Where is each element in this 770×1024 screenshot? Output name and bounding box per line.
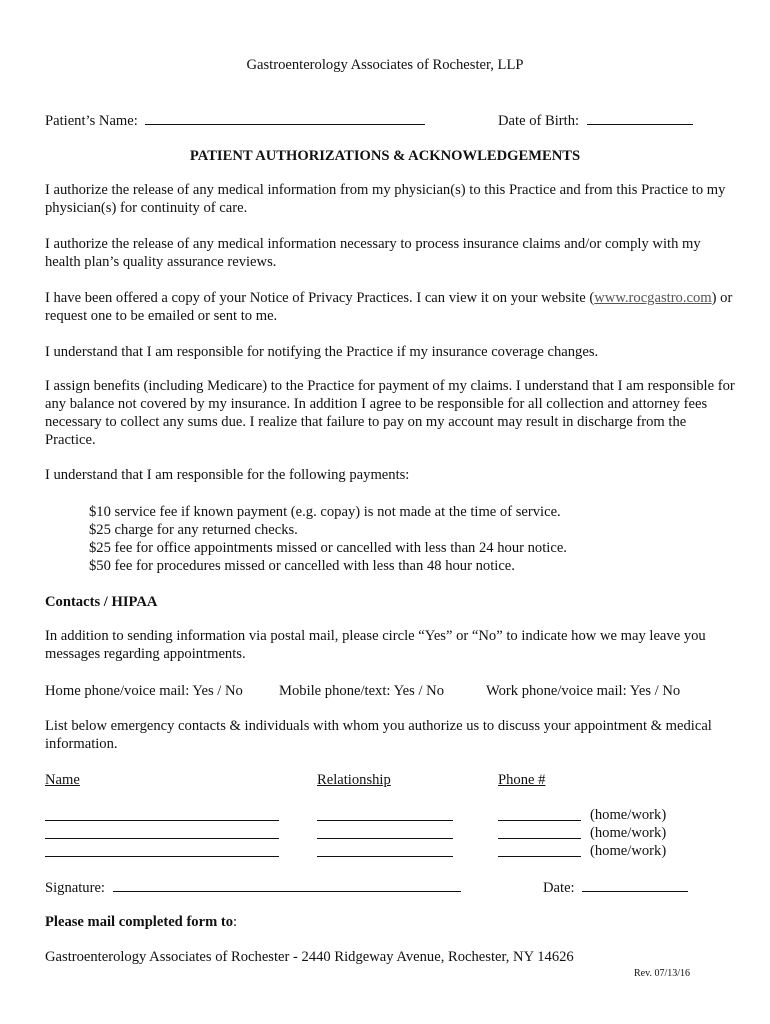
patient-name-row — [45, 110, 425, 130]
authorization-paragraph-2: I authorize the release of any medical information necessary to process insurance claims and/or comply with my health plan’s quality assurance reviews. — [45, 236, 701, 270]
date-field[interactable] — [582, 877, 688, 892]
payments-intro: I understand that I am responsible for the following payments: — [45, 467, 410, 483]
mail-heading — [45, 913, 237, 931]
contact-phone-field[interactable] — [498, 824, 581, 839]
assign-benefits-paragraph: I assign benefits (including Medicare) to the Practice for payment of my claims. I understand that I am responsible for any balance not covered by my insurance. In addition I agree to be responsible for all collection and attorney fees necessary to collect any sums due. I realize that failure to pay on my account may result in discharge from the Practice. — [45, 378, 735, 448]
emergency-contacts-intro: List below emergency contacts & individuals with whom you authorize us to discuss your appointment & medical information. — [45, 718, 712, 752]
home-work-label: (home/work) — [590, 807, 667, 823]
contact-phone-field[interactable] — [498, 806, 581, 821]
revision-label: Rev. 07/13/16 — [634, 968, 691, 979]
signature-label: Signature: — [45, 880, 105, 896]
contact-relationship-field[interactable] — [317, 824, 453, 839]
form-title: PATIENT AUTHORIZATIONS & ACKNOWLEDGEMENTS — [189, 148, 581, 164]
fee-item: $25 fee for office appointments missed or cancelled with less than 24 hour notice. — [89, 540, 567, 556]
signature-field[interactable] — [113, 877, 461, 892]
patient-name-field[interactable] — [145, 110, 425, 125]
mail-heading-colon: : — [233, 914, 238, 930]
work-phone-option[interactable]: Work phone/voice mail: Yes / No — [486, 683, 681, 699]
date-row — [543, 877, 688, 897]
authorization-paragraph-1: I authorize the release of any medical information from my physician(s) to this Practice and from this Practice to my physician(s) for continuity of care. — [45, 182, 726, 216]
insurance-change-paragraph: I understand that I am responsible for notifying the Practice if my insurance coverage changes. — [45, 344, 599, 360]
website-link[interactable]: www.rocgastro.com — [594, 290, 712, 306]
col-relationship-header: Relationship — [317, 772, 391, 788]
privacy-text-end: ) or request one to be emailed or sent to me. — [45, 290, 733, 324]
contact-relationship-field[interactable] — [317, 806, 453, 821]
mail-heading-text: Please mail completed form to — [45, 914, 234, 930]
fee-item: $25 charge for any returned checks. — [89, 522, 298, 538]
home-phone-option[interactable]: Home phone/voice mail: Yes / No — [45, 683, 243, 699]
privacy-paragraph — [45, 289, 735, 325]
fee-item: $50 fee for procedures missed or cancelled with less than 48 hour notice. — [89, 558, 515, 574]
contact-name-field[interactable] — [45, 824, 279, 839]
dob-row — [498, 110, 693, 130]
col-phone-header: Phone # — [498, 772, 546, 788]
col-name-header: Name — [45, 772, 80, 788]
contact-relationship-field[interactable] — [317, 842, 453, 857]
contact-name-field[interactable] — [45, 806, 279, 821]
fee-item: $10 service fee if known payment (e.g. copay) is not made at the time of service. — [89, 504, 561, 520]
contacts-intro: In addition to sending information via postal mail, please circle “Yes” or “No” to indicate how we may leave you messages regarding appointments. — [45, 628, 706, 662]
privacy-text-start: I have been offered a copy of your Notice of Privacy Practices. I can view it on your website ( — [45, 290, 595, 306]
home-work-label: (home/work) — [590, 825, 667, 841]
date-label: Date: — [543, 880, 575, 896]
dob-field[interactable] — [587, 110, 693, 125]
signature-row — [45, 877, 461, 897]
mail-address: Gastroenterology Associates of Rochester - 2440 Ridgeway Avenue, Rochester, NY 14626 — [45, 949, 574, 965]
mobile-phone-option[interactable]: Mobile phone/text: Yes / No — [279, 683, 444, 699]
patient-name-label: Patient’s Name: — [45, 113, 138, 129]
contact-name-field[interactable] — [45, 842, 279, 857]
contact-phone-field[interactable] — [498, 842, 581, 857]
practice-name: Gastroenterology Associates of Rochester, LLP — [246, 57, 524, 73]
dob-label: Date of Birth: — [498, 113, 580, 129]
contacts-heading: Contacts / HIPAA — [45, 594, 158, 610]
home-work-label: (home/work) — [590, 843, 667, 859]
